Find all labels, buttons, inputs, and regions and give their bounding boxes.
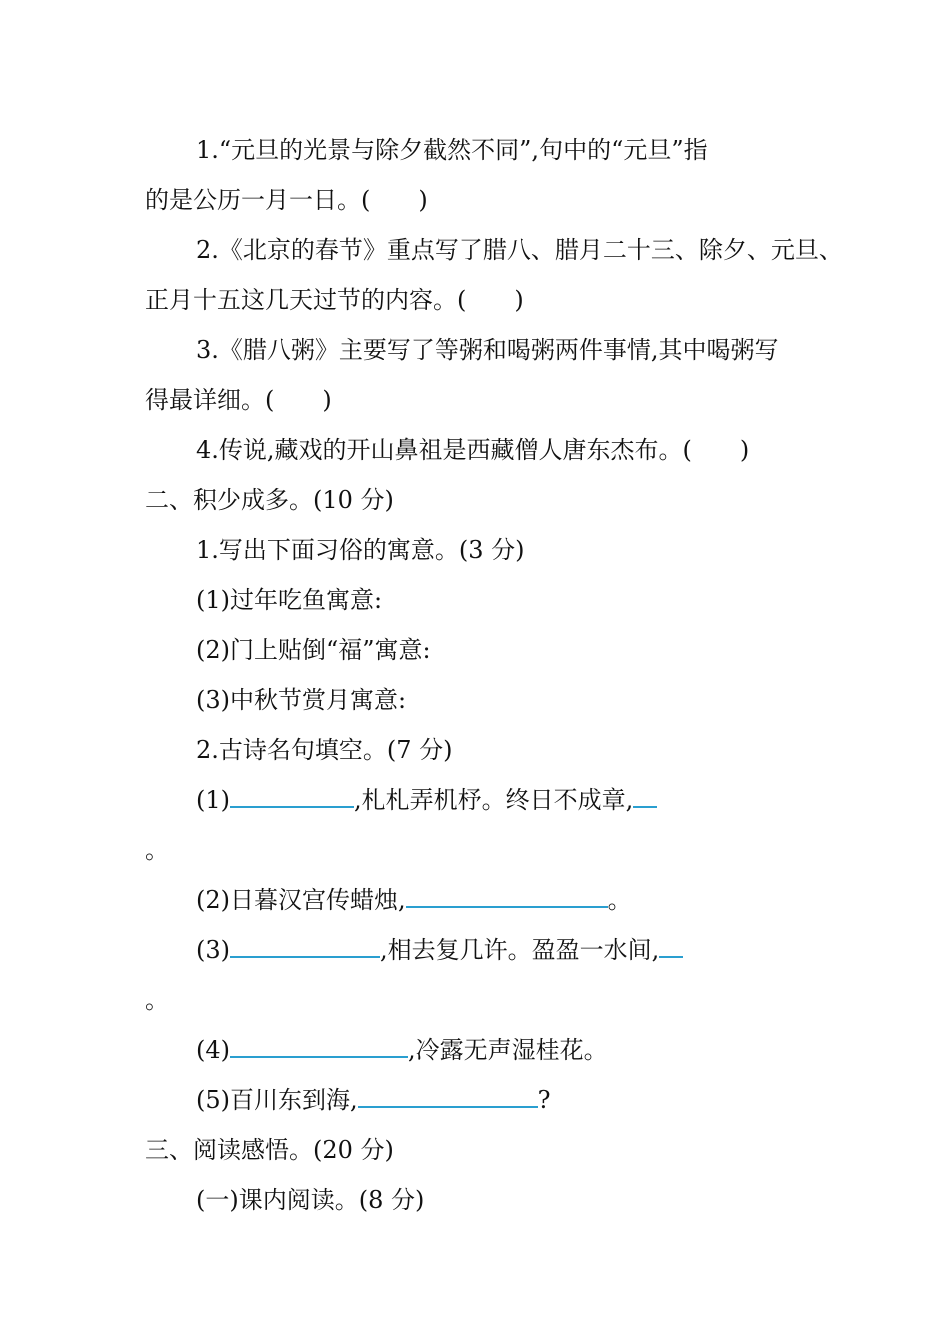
poem-line-2 [0, 882, 950, 918]
tf-item-2-line-1: 2.《北京的春节》重点写了腊八、腊月二十三、除夕、元旦、 [196, 236, 843, 264]
poem-3-number: (3) [196, 936, 230, 964]
poem-1-blank-a[interactable] [230, 784, 354, 808]
poem-4-blank[interactable] [230, 1034, 408, 1058]
section-2-heading: 二、积少成多。(10 分) [145, 486, 394, 514]
section-3-heading: 三、阅读感悟。(20 分) [145, 1136, 394, 1164]
poem-1-end: 。 [145, 836, 169, 864]
poem-line-5 [0, 1082, 950, 1118]
section-3-subheading: (一)课内阅读。(8 分) [196, 1186, 425, 1214]
tf-item-1-line-2: 的是公历一月一日。( ) [145, 186, 428, 214]
poem-1-number: (1) [196, 786, 230, 814]
q1-title: 1.写出下面习俗的寓意。(3 分) [196, 536, 525, 564]
poem-line-1 [0, 782, 950, 818]
poem-1-text: ,札札弄机杼。终日不成章, [354, 786, 634, 814]
poem-5-text: (5)百川东到海, [196, 1086, 358, 1114]
custom-meaning-1: (1)过年吃鱼寓意: [196, 586, 383, 614]
tf-item-2-line-2: 正月十五这几天过节的内容。( ) [145, 286, 524, 314]
poem-2-text: (2)日暮汉宫传蜡烛, [196, 886, 406, 914]
custom-meaning-2: (2)门上贴倒“福”寓意: [196, 636, 431, 664]
poem-3-blank-b[interactable] [659, 934, 683, 958]
poem-3-blank-a[interactable] [230, 934, 380, 958]
tf-item-1-line-1: 1.“元旦的光景与除夕截然不同”,句中的“元旦”指 [196, 136, 708, 164]
poem-line-3 [0, 932, 950, 968]
poem-3-text: ,相去复几许。盈盈一水间, [380, 936, 660, 964]
tf-item-3-line-1: 3.《腊八粥》主要写了等粥和喝粥两件事情,其中喝粥写 [196, 336, 779, 364]
poem-2-blank[interactable] [406, 884, 608, 908]
poem-4-number: (4) [196, 1036, 230, 1064]
q2-title: 2.古诗名句填空。(7 分) [196, 736, 453, 764]
poem-3-end: 。 [145, 986, 169, 1014]
poem-5-end: ? [537, 1086, 551, 1114]
poem-line-4 [0, 1032, 950, 1068]
poem-4-text: ,冷露无声湿桂花。 [408, 1036, 608, 1064]
tf-item-3-line-2: 得最详细。( ) [145, 386, 332, 414]
poem-2-end: 。 [607, 886, 632, 914]
custom-meaning-3: (3)中秋节赏月寓意: [196, 686, 407, 714]
tf-item-4: 4.传说,藏戏的开山鼻祖是西藏僧人唐东杰布。( ) [196, 436, 750, 464]
poem-5-blank[interactable] [358, 1084, 538, 1108]
poem-1-blank-b[interactable] [633, 784, 657, 808]
